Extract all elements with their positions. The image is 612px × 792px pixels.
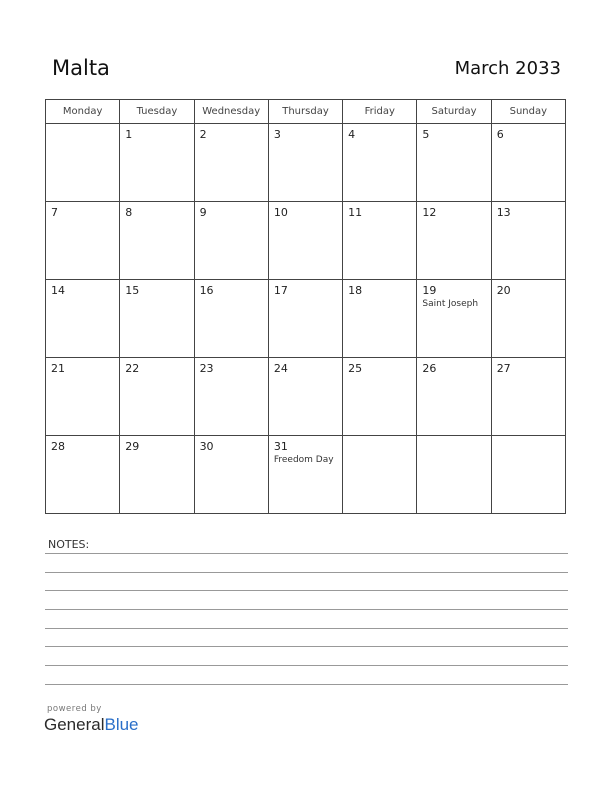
day-cell [343,202,417,280]
day-cell [120,202,194,280]
week-row [46,124,566,202]
month-year-title: March 2033 [454,58,561,79]
day-cell [120,280,194,358]
day-number: 6 [496,128,504,141]
day-cell [491,436,565,514]
notes-line [45,590,568,591]
day-cell [194,202,268,280]
weekday-header: Thursday [268,100,342,124]
day-number: 7 [51,206,58,219]
day-number: 19 [422,284,437,297]
day-number: 2 [199,128,207,141]
day-number: 20 [496,284,511,297]
day-cell [491,202,565,280]
day-number: 21 [51,362,65,375]
brand-name-second: Blue [104,715,139,734]
day-cell [46,202,120,280]
day-number: 25 [348,362,363,375]
brand-name [44,715,139,735]
notes-label: NOTES: [48,538,90,551]
generalblue-logo [44,704,139,735]
day-cell [268,202,342,280]
day-cell [417,436,491,514]
day-cell [417,124,491,202]
day-number: 30 [199,440,214,453]
brand-name-first: General [44,715,105,734]
day-number: 23 [199,362,214,375]
country-title: Malta [52,56,110,80]
weekday-header-row [46,100,566,124]
notes-line [45,572,568,573]
day-cell [194,124,268,202]
day-cell [491,124,565,202]
day-number: 17 [273,284,288,297]
week-row [46,280,566,358]
notes-line [45,553,568,554]
weekday-header: Wednesday [194,100,268,124]
day-number: 13 [496,206,511,219]
day-cell [46,358,120,436]
week-row [46,436,566,514]
day-cell [343,124,417,202]
day-number: 9 [199,206,207,219]
calendar-body [46,124,566,514]
day-number: 15 [125,284,140,297]
week-row [46,202,566,280]
holiday-label: Saint Joseph [422,299,479,309]
day-cell [120,124,194,202]
day-number: 12 [422,206,437,219]
holiday-label: Freedom Day [273,455,334,465]
day-cell [417,280,491,358]
weekday-header: Monday [46,100,120,124]
notes-line [45,684,568,685]
day-cell [268,436,342,514]
day-cell [120,358,194,436]
day-number: 1 [125,128,133,141]
notes-line [45,665,568,666]
weekday-header: Friday [343,100,417,124]
day-cell [343,358,417,436]
weekday-header: Saturday [417,100,491,124]
day-cell [46,436,120,514]
day-number: 22 [125,362,140,375]
weekday-header: Tuesday [120,100,194,124]
powered-by-text: powered by [47,704,102,714]
day-number: 31 [273,440,288,453]
day-number: 24 [273,362,288,375]
day-cell [491,280,565,358]
day-cell [194,358,268,436]
day-cell [343,436,417,514]
day-number: 28 [51,440,65,453]
day-number: 26 [422,362,437,375]
day-cell [491,358,565,436]
day-number: 4 [348,128,356,141]
notes-line [45,628,568,629]
notes-line [45,646,568,647]
day-number: 10 [273,206,288,219]
day-cell [46,124,120,202]
day-cell [417,358,491,436]
day-cell [417,202,491,280]
day-number: 3 [273,128,281,141]
day-cell [194,436,268,514]
day-cell [268,124,342,202]
day-number: 16 [199,284,214,297]
day-cell [343,280,417,358]
week-row [46,358,566,436]
notes-line [45,609,568,610]
day-number: 14 [51,284,65,297]
day-number: 11 [348,206,363,219]
day-number: 5 [422,128,430,141]
day-cell [46,280,120,358]
day-cell [268,280,342,358]
calendar-grid [45,99,566,514]
day-cell [194,280,268,358]
day-number: 29 [125,440,140,453]
day-number: 8 [125,206,133,219]
day-number: 27 [496,362,511,375]
day-cell [120,436,194,514]
day-cell [268,358,342,436]
day-number: 18 [348,284,363,297]
weekday-header: Sunday [491,100,565,124]
